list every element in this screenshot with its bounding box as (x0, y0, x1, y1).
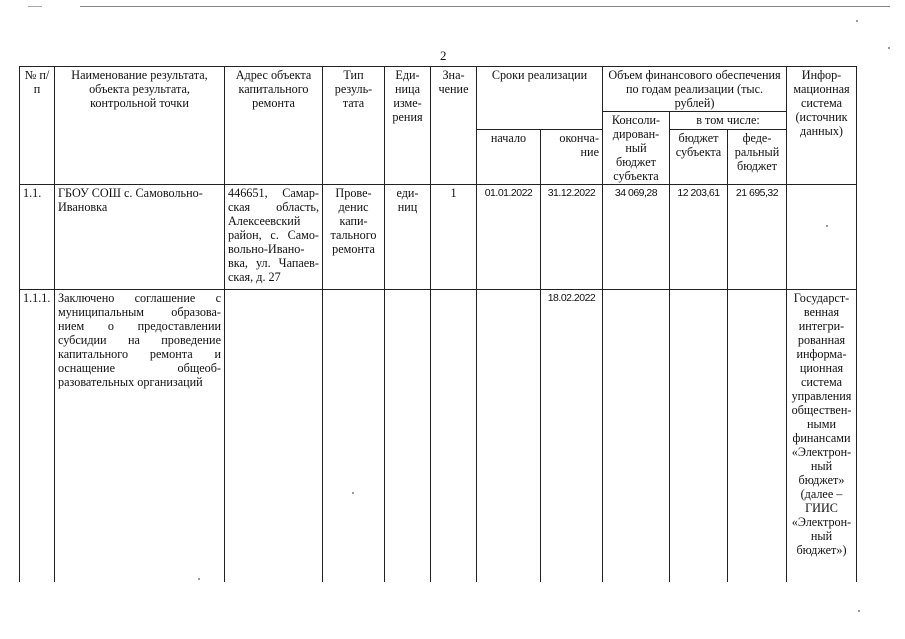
row-num: 1.1. (20, 185, 55, 290)
row-type (323, 290, 385, 583)
row-name: ГБОУ СОШ с. Самовольно-Ивановка (55, 185, 225, 290)
header-terms: Сроки реализации (477, 67, 603, 130)
row-federal-budget (728, 290, 787, 583)
row-name: Заключено соглашение с муниципальным образова-нием о предоставлении субсидии на проведение капитального ремонта и оснащение общеоб-разовательных организаций (55, 290, 225, 583)
row-end: 18.02.2022 (541, 290, 603, 583)
row-value: 1 (431, 185, 477, 290)
header-type: Тип резуль-тата (323, 67, 385, 185)
header-row-1 (20, 67, 857, 112)
scan-speck (352, 492, 354, 494)
row-unit: еди-ниц (385, 185, 431, 290)
row-address: 446651, Самар-ская область, Алексеевский район, с. Само-вольно-Ивано-вка, ул. Чапаев-ская, д. 27 (225, 185, 323, 290)
header-info-system: Инфор-мационная система (источник данных) (787, 67, 857, 185)
row-subject-budget: 12 203,61 (670, 185, 728, 290)
header-name: Наименование результата, объекта результата, контрольной точки (55, 67, 225, 185)
table-row (20, 290, 857, 583)
top-rule-short (28, 6, 42, 7)
row-info-system (787, 185, 857, 290)
row-address (225, 290, 323, 583)
page-number: 2 (440, 48, 447, 63)
header-federal-budget: феде-ральный бюджет (728, 130, 787, 185)
row-unit (385, 290, 431, 583)
scan-speck (888, 47, 890, 49)
row-end: 31.12.2022 (541, 185, 603, 290)
row-consolidated: 34 069,28 (603, 185, 670, 290)
top-rule (80, 6, 890, 7)
row-federal-budget: 21 695,32 (728, 185, 787, 290)
header-subject-budget: бюджет субъекта (670, 130, 728, 185)
header-funding: Объем финансового обеспечения по годам реализации (тыс. рублей) (603, 67, 787, 112)
scan-speck (858, 610, 860, 612)
header-start: начало (477, 130, 541, 185)
row-start: 01.01.2022 (477, 185, 541, 290)
header-num: № п/п (20, 67, 55, 185)
scan-speck (826, 225, 828, 227)
header-unit: Еди-ница изме-рения (385, 67, 431, 185)
row-type: Прове-денис капи-тального ремонта (323, 185, 385, 290)
scan-speck (198, 578, 200, 580)
row-value (431, 290, 477, 583)
row-num: 1.1.1. (20, 290, 55, 583)
header-address: Адрес объекта капитального ремонта (225, 67, 323, 185)
header-end: оконча-ние (541, 130, 603, 185)
row-info-system: Государст-венная интегри-рованная информа-ционная система управления обществен-ными финансами «Электрон-ный бюджет» (далее – ГИИС «Электрон-ный бюджет») (787, 290, 857, 583)
row-consolidated (603, 290, 670, 583)
row-subject-budget (670, 290, 728, 583)
results-table (19, 66, 857, 582)
row-start (477, 290, 541, 583)
header-including: в том числе: (670, 112, 787, 130)
header-value: Зна-чение (431, 67, 477, 185)
scan-speck (856, 20, 858, 22)
header-consolidated: Консоли-дирован-ный бюджет субъекта (603, 112, 670, 185)
table-row (20, 185, 857, 290)
